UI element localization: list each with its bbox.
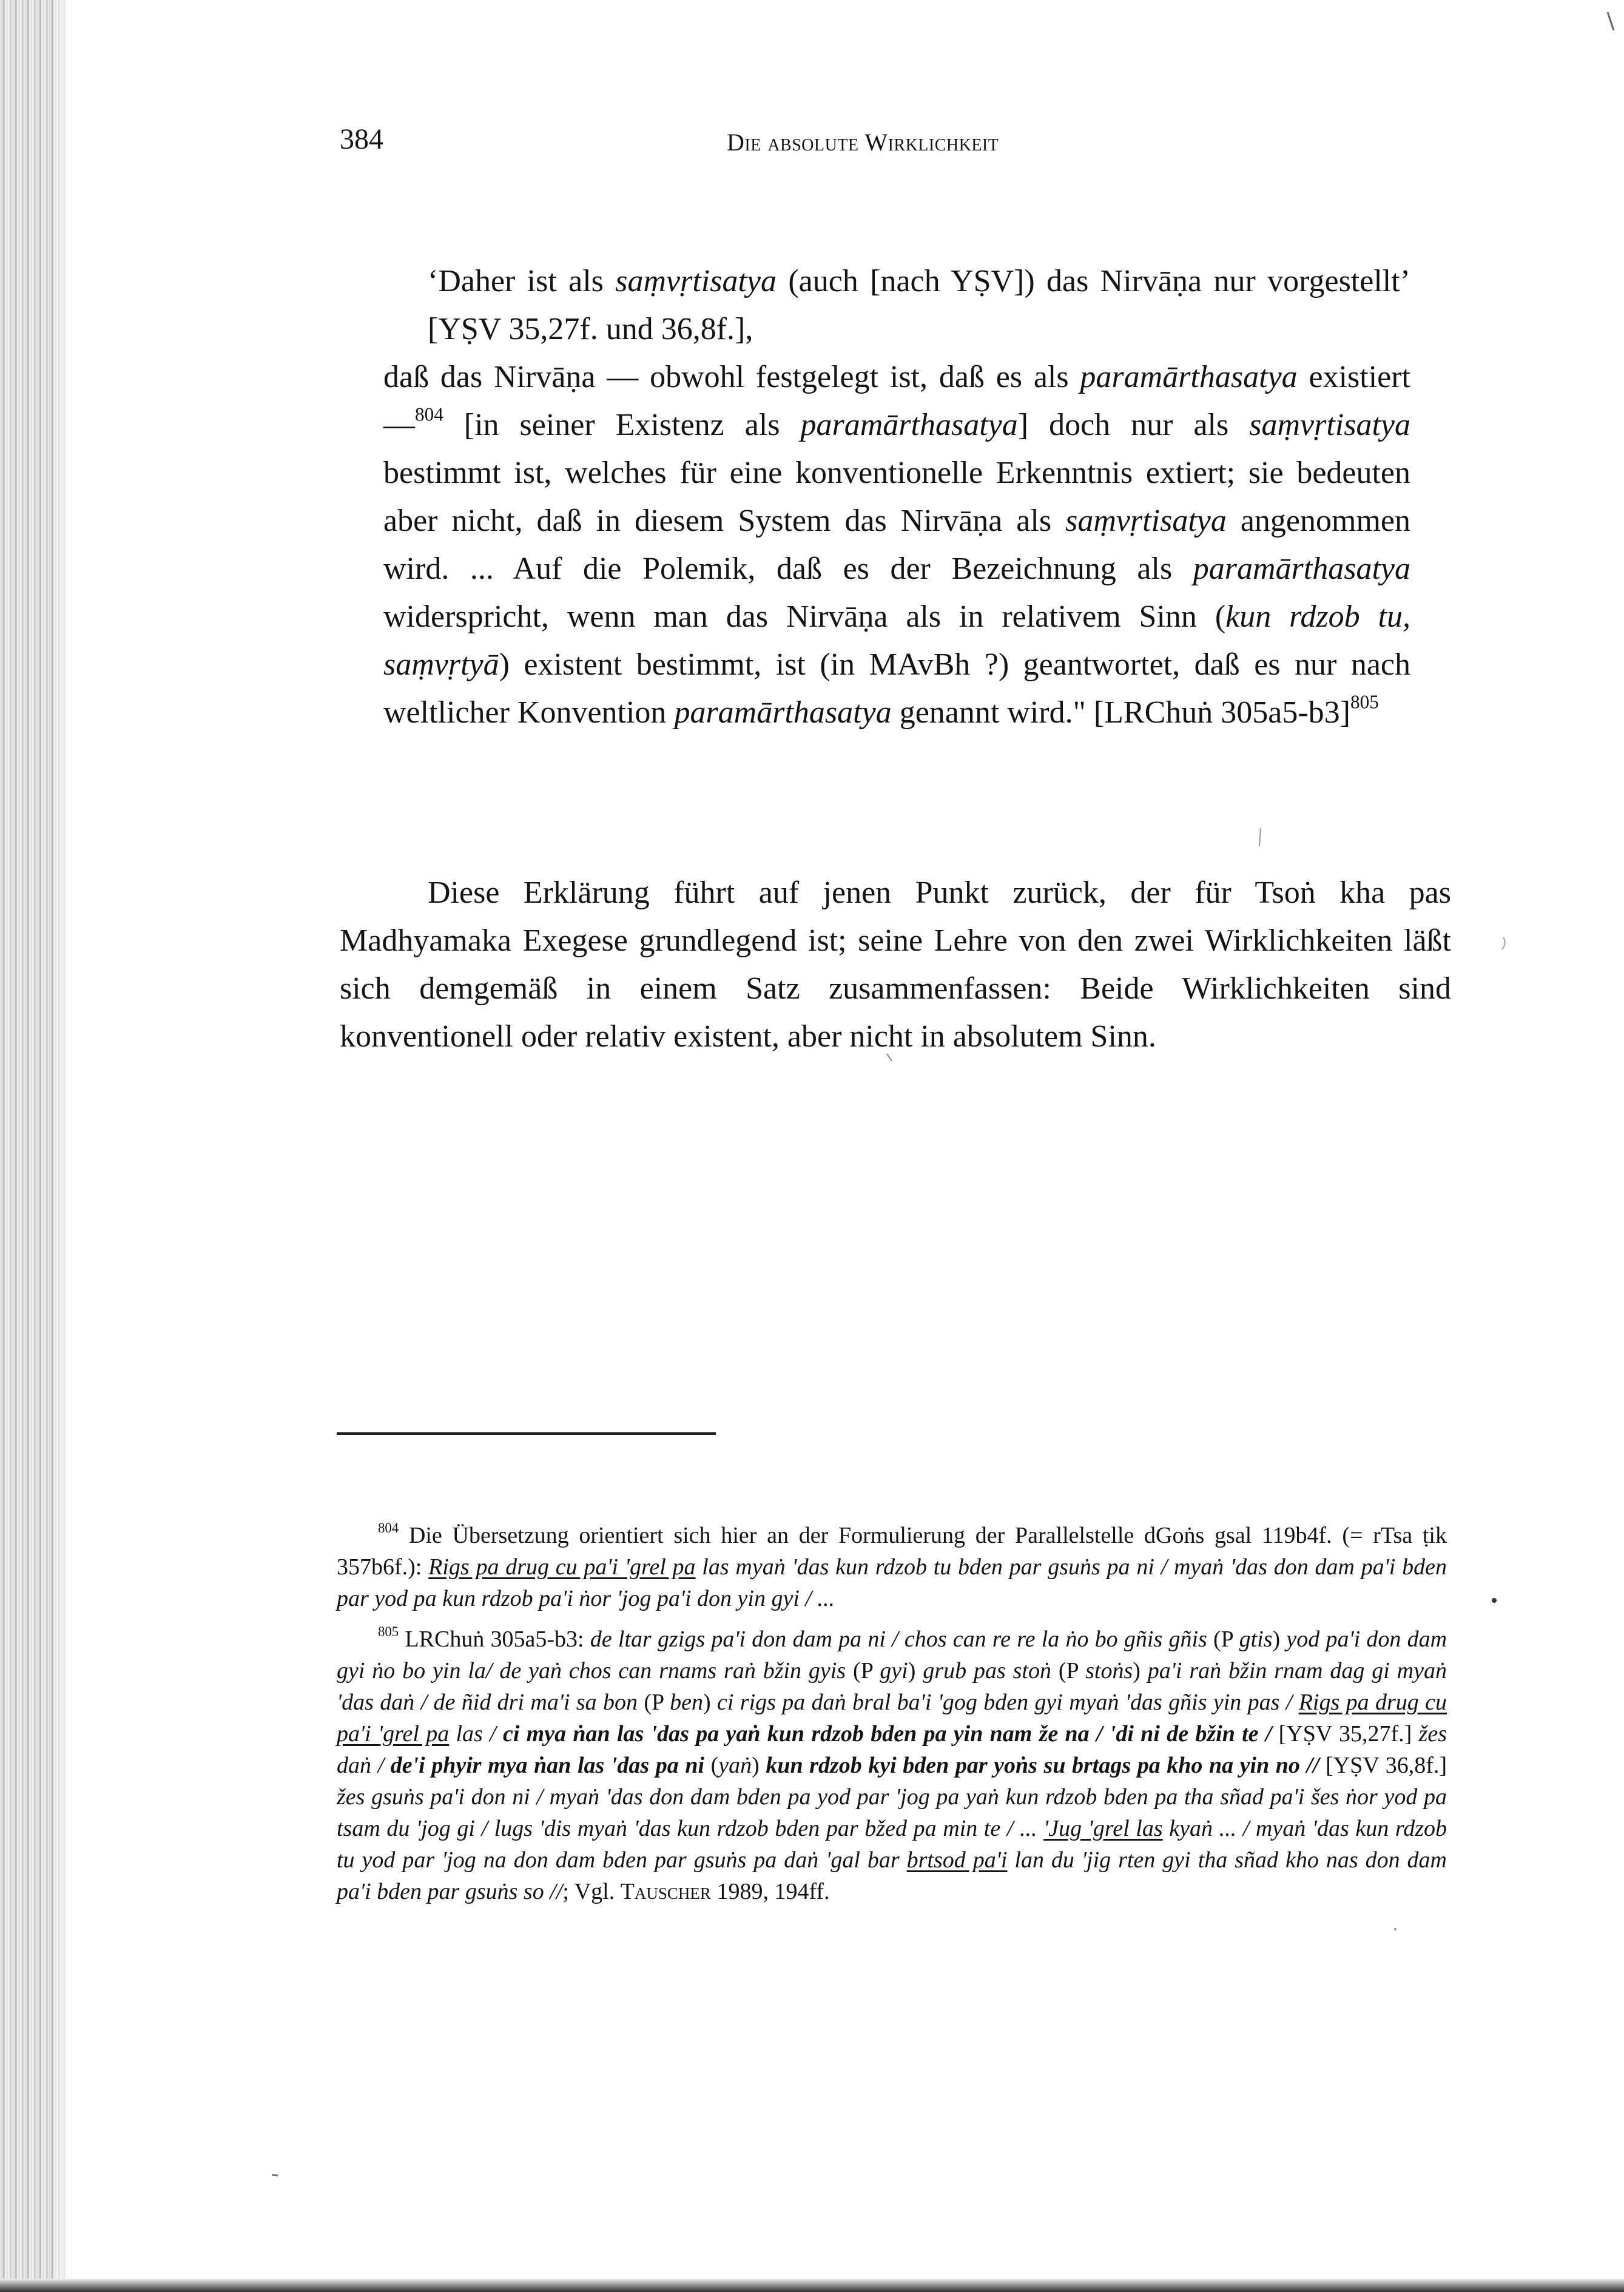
scan-speck [1492, 1598, 1497, 1603]
term-samvrtisatya: saṃvṛtisatya [615, 264, 777, 298]
footnote-number: 805 [378, 1623, 399, 1639]
underlined-title: Rigs pa drug cu pa'i 'grel pa [428, 1554, 696, 1580]
quote-first-lines: ‘Daher ist als saṃvṛtisatya (auch [nach YṢV]) das Nirvāṇa nur vorgestellt’ [YṢV 35,27f. und 36,8f.], [428, 264, 1410, 346]
underlined-title: 'Jug 'grel las [1043, 1816, 1163, 1841]
underlined-title: brtsod pa'i [906, 1847, 1008, 1873]
term: paramārthasatya [674, 695, 892, 730]
footnote-number: 804 [378, 1520, 399, 1535]
scan-speck [887, 1054, 892, 1061]
term: paramārthasatya [1080, 360, 1298, 394]
footnote-ref-804[interactable]: 804 [415, 403, 443, 425]
bold-quote: de'i phyir mya ṅan las 'das pa ni [390, 1753, 705, 1778]
scan-speck [272, 2175, 278, 2176]
term: saṃvṛtisatya [1249, 408, 1410, 442]
term: saṃvṛtisatya [1065, 504, 1227, 538]
footnote-805: $^{805}$ LRChuṅ 305a5-b3: de ltar gzigs pa'i don dam pa ni / chos can re re la ṅo bo gñis gñis (P gtis) yod pa'i don dam gyi ṅo bo yin la/ de yaṅ chos can rnams raṅ bžin gyis (P gyi) grub pas stoṅ (P stoṅs) pa'i raṅ bžin rnam dag gi myaṅ 'das daṅ / de ñid dri ma'i sa bon (P ben) ci rigs pa daṅ bral ba'i 'gog bden gyi myaṅ 'das gñis yin pas / Rigs pa drug cu pa'i 'grel pa las / ci mya ṅan las 'das pa yaṅ kun rdzob bden pa yin nam že na / 'di ni de bžin te / [YṢV 35,27f.] žes daṅ / de'i phyir mya ṅan las 'das pa ni (yaṅ) kun rdzob kyi bden par yoṅs su brtags pa kho na yin no // [YṢV 36,8f.] žes gsuṅs pa'i don ni / myaṅ 'das don dam bden pa yod par 'jog pa yaṅ kun rdzob bden pa tha sñad pa'i šes ṅor yod pa tsam du 'jog gi / lugs 'dis myaṅ 'das kun rdzob bden par bžed pa min te / ... 'Jug 'grel las kyaṅ ... / myaṅ 'das kun rdzob tu yod par 'jog na don dam bden par gsuṅs pa daṅ 'gal bar brtsod pa'i lan du 'jig rten gyi tha sñad kho nas don dam pa'i bden par gsuṅs so //; Vgl. Tauscher 1989, 194ff. [337, 1623, 1447, 1904]
scan-speck [1394, 1928, 1397, 1930]
footnote-804: $^{804}$ Die Übersetzung orientiert sich hier an der Formulierung der Parallelstelle dGoṅs gsal 119b4f. (= rTsa ṭik 357b6f.): Rigs pa drug cu pa'i 'grel pa las myaṅ 'das kun rdzob tu bden par gsuṅs pa ni / myaṅ 'das don dam pa'i bden par yod pa kun rdzob pa'i ṅor 'jog pa'i don yin gyi / ... [337, 1520, 1447, 1611]
quote-continuation: daß das Nirvāṇa — obwohl festgelegt ist, daß es als paramārthasatya existiert —$^{804}$ [in seiner Existenz als paramārthasatya] doch nur als saṃvṛtisatya bestimmt ist, welches für eine konventionelle Erkenntnis extiert; sie bedeuten aber nicht, daß in diesem System das Nirvāṇa als saṃvṛtisatya angenommen wird. ... Auf die Polemik, daß es der Bezeichnung als paramārthasatya widerspricht, wenn man das Nirvāṇa als in relativem Sinn (kun rdzob tu, saṃvṛtyā) existent bestimmt, ist (in MAvBh ?) geantwortet, daß es nur nach weltlicher Konvention paramārthasatya genannt wird." [LRChuṅ 305a5-b3]$^{805}$ [383, 360, 1410, 730]
term: paramārthasatya [1193, 551, 1410, 586]
scan-speck [1259, 828, 1261, 846]
bold-quote: ci mya ṅan las 'das pa yaṅ kun rdzob bden pa yin nam že na / 'di ni de bžin te / [502, 1721, 1272, 1747]
author-name: Tauscher [620, 1879, 711, 1904]
term: kun rdzob tu, saṃvṛtyā [383, 599, 1410, 682]
scan-bottom-edge [0, 2279, 1624, 2292]
page-number: 384 [340, 123, 383, 155]
bold-quote: kun rdzob kyi bden par yoṅs su brtags pa kho na yin no // [766, 1753, 1319, 1778]
footnote-ref-805[interactable]: 805 [1350, 691, 1379, 713]
underlined-title: Rigs pa drug cu pa'i 'grel pa [337, 1690, 1447, 1747]
body-paragraph: Diese Erklärung führt auf jenen Punkt zurück, der für Tsoṅ kha pas Madhyamaka Exegese grundlegend ist; seine Lehre von den zwei Wirklichkeiten läßt sich demgemäß in einem Satz zusammenfassen: Beide Wirklichkeiten sind konventionell oder relativ existent, aber nicht in absolutem Sinn. [340, 875, 1451, 1054]
scan-speck [1502, 937, 1505, 949]
scan-speck [1608, 12, 1614, 30]
term: paramārthasatya [800, 408, 1018, 442]
running-title: Die absolute Wirklichkeit [727, 129, 999, 156]
